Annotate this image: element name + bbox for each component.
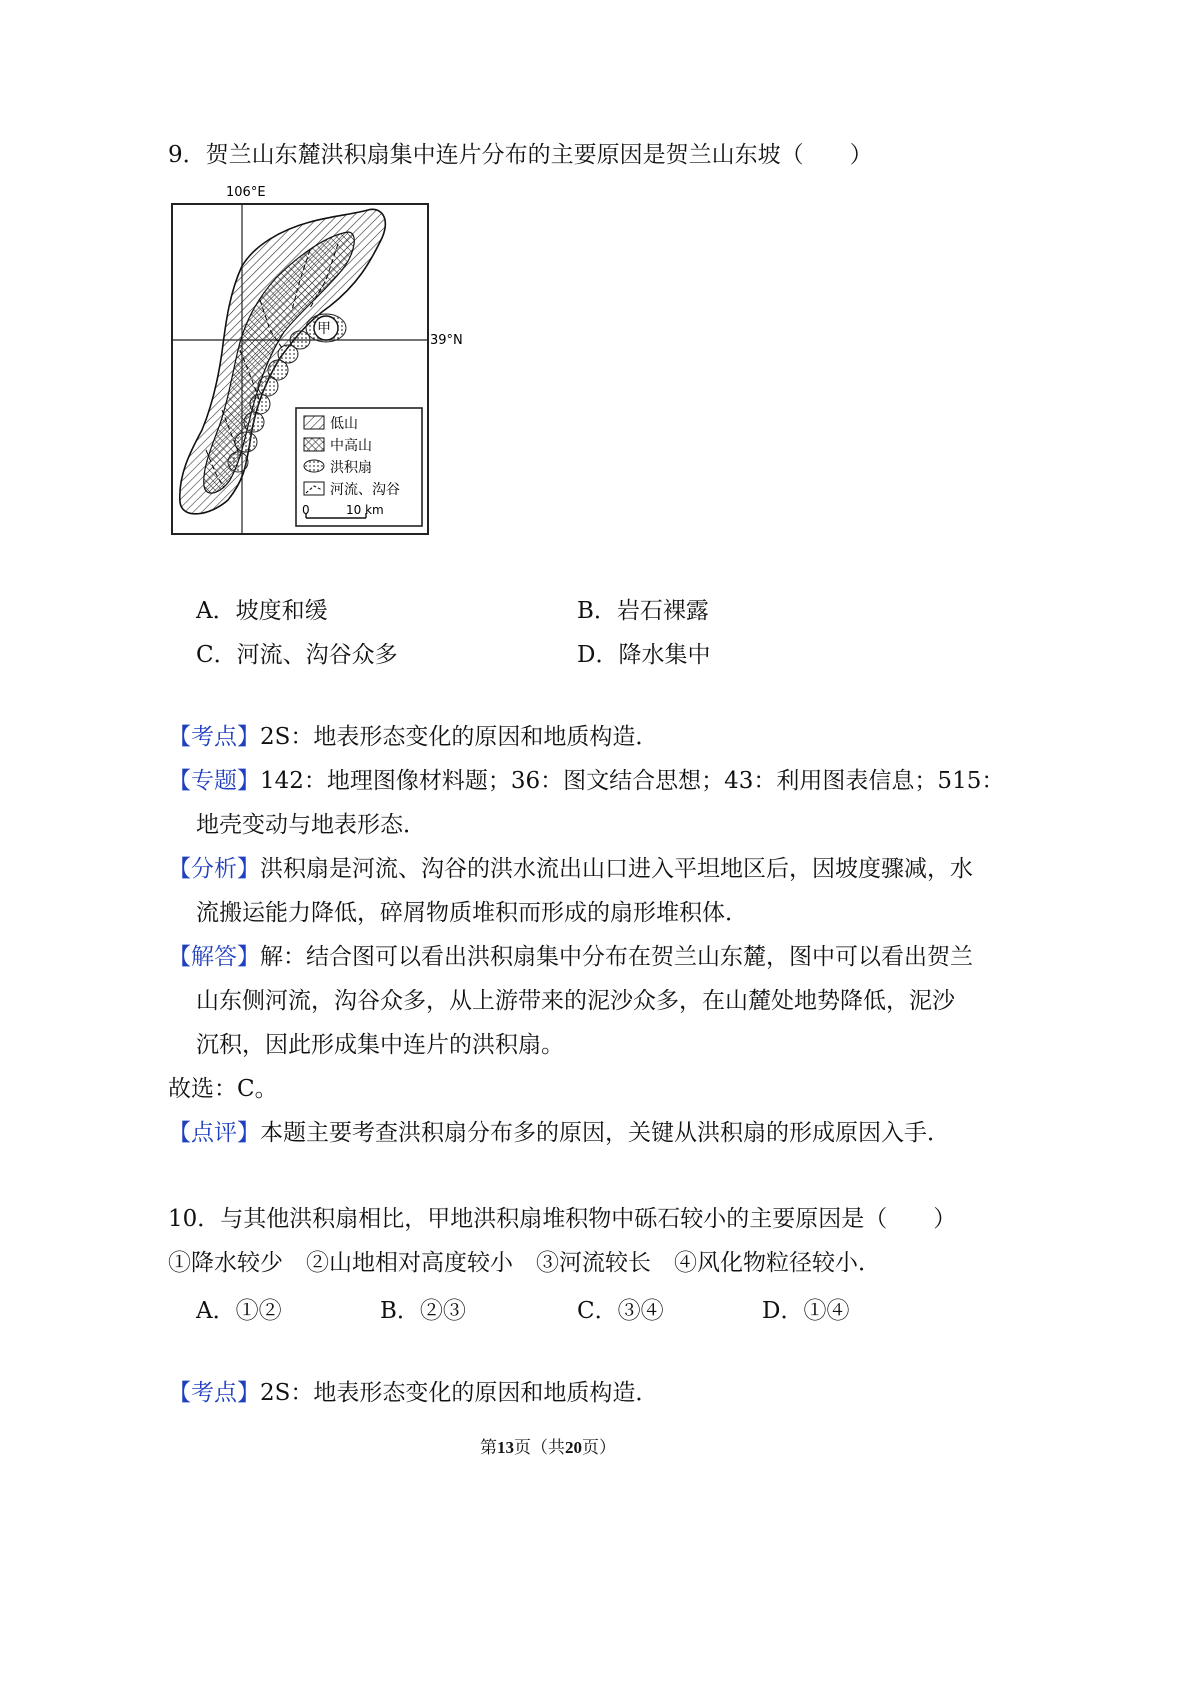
jia-label: 甲: [317, 321, 331, 337]
fenxi-tag: 【分析】: [168, 856, 260, 882]
fenxi-text: 洪积扇是河流、沟谷的洪水流出山口进入平坦地区后，因坡度骤减，水: [260, 856, 973, 882]
jieda-text: 解：结合图可以看出洪积扇集中分布在贺兰山东麓，图中可以看出贺兰: [260, 944, 973, 970]
q10-option-d: D．①④: [762, 1298, 850, 1324]
scale-distance-label: 10 km: [346, 503, 384, 517]
q10-option-c: C．③④: [577, 1298, 664, 1324]
latitude-label: 39°N: [430, 333, 463, 348]
legend-low-mountain: 低山: [330, 416, 358, 432]
dianping-tag: 【点评】: [168, 1120, 260, 1146]
kaodian-tag: 【考点】: [168, 724, 260, 750]
legend-river-gully: 河流、沟谷: [330, 482, 400, 498]
footer-page-number: 13: [497, 1438, 514, 1457]
scale-zero-label: 0: [302, 503, 310, 517]
zhuanti-text: 142：地理图像材料题；36：图文结合思想；43：利用图表信息；515：: [260, 768, 1005, 794]
footer-post: 页）: [582, 1438, 616, 1458]
q9-fenxi-cont: 流搬运能力降低，碎屑物质堆积而形成的扇形堆积体．: [196, 900, 748, 926]
q10-option-a: A．①②: [196, 1298, 282, 1324]
q9-option-b: B．岩石裸露: [577, 598, 709, 624]
question-10-items: ①降水较少 ②山地相对高度较小 ③河流较长 ④风化物粒径较小．: [168, 1250, 881, 1276]
footer-mid: 页（共: [514, 1438, 565, 1458]
zhuanti-tag: 【专题】: [168, 768, 260, 794]
q9-zhuanti-cont: 地壳变动与地表形态．: [196, 812, 426, 838]
legend-mid-high-swatch: [304, 438, 324, 451]
q9-jieda-cont-1: 山东侧河流，沟谷众多，从上游带来的泥沙众多，在山麓处地势降低，泥沙: [196, 988, 955, 1014]
page-footer: [480, 1433, 616, 1458]
legend-low-mountain-swatch: [304, 416, 324, 429]
q9-option-d: D．降水集中: [577, 642, 711, 668]
footer-pre: 第: [480, 1438, 497, 1458]
q9-option-a: A．坡度和缓: [196, 598, 328, 624]
legend-fan-swatch: [304, 460, 324, 472]
q9-kaodian: [168, 722, 658, 752]
jieda-tag: 【解答】: [168, 944, 260, 970]
q9-answer: 故选：C。: [168, 1076, 278, 1102]
q10-kaodian: [168, 1378, 658, 1408]
legend-mid-high-mountain: 中高山: [330, 438, 372, 454]
q9-option-c: C．河流、沟谷众多: [196, 642, 398, 668]
legend-river-swatch: [304, 482, 324, 495]
q10-kaodian-text: 2S：地表形态变化的原因和地质构造．: [260, 1380, 659, 1406]
helan-mountain-map: [160, 180, 470, 580]
q9-jieda-cont-2: 沉积，因此形成集中连片的洪积扇。: [196, 1032, 564, 1058]
q10-kaodian-tag: 【考点】: [168, 1380, 260, 1406]
q10-option-b: B．②③: [380, 1298, 466, 1324]
longitude-label: 106°E: [226, 185, 266, 200]
q9-fenxi: [168, 854, 973, 884]
question-9-stem: 9．贺兰山东麓洪积扇集中连片分布的主要原因是贺兰山东坡（ ）: [168, 142, 873, 168]
q9-jieda: [168, 942, 973, 972]
kaodian-text: 2S：地表形态变化的原因和地质构造．: [260, 724, 659, 750]
q9-zhuanti: [168, 766, 1004, 796]
legend-alluvial-fan: 洪积扇: [330, 460, 372, 476]
q9-dianping: [168, 1118, 950, 1148]
question-10-stem: 10．与其他洪积扇相比，甲地洪积扇堆积物中砾石较小的主要原因是（ ）: [168, 1206, 957, 1232]
dianping-text: 本题主要考查洪积扇分布多的原因，关键从洪积扇的形成原因入手．: [260, 1120, 950, 1146]
footer-total-pages: 20: [565, 1438, 582, 1457]
